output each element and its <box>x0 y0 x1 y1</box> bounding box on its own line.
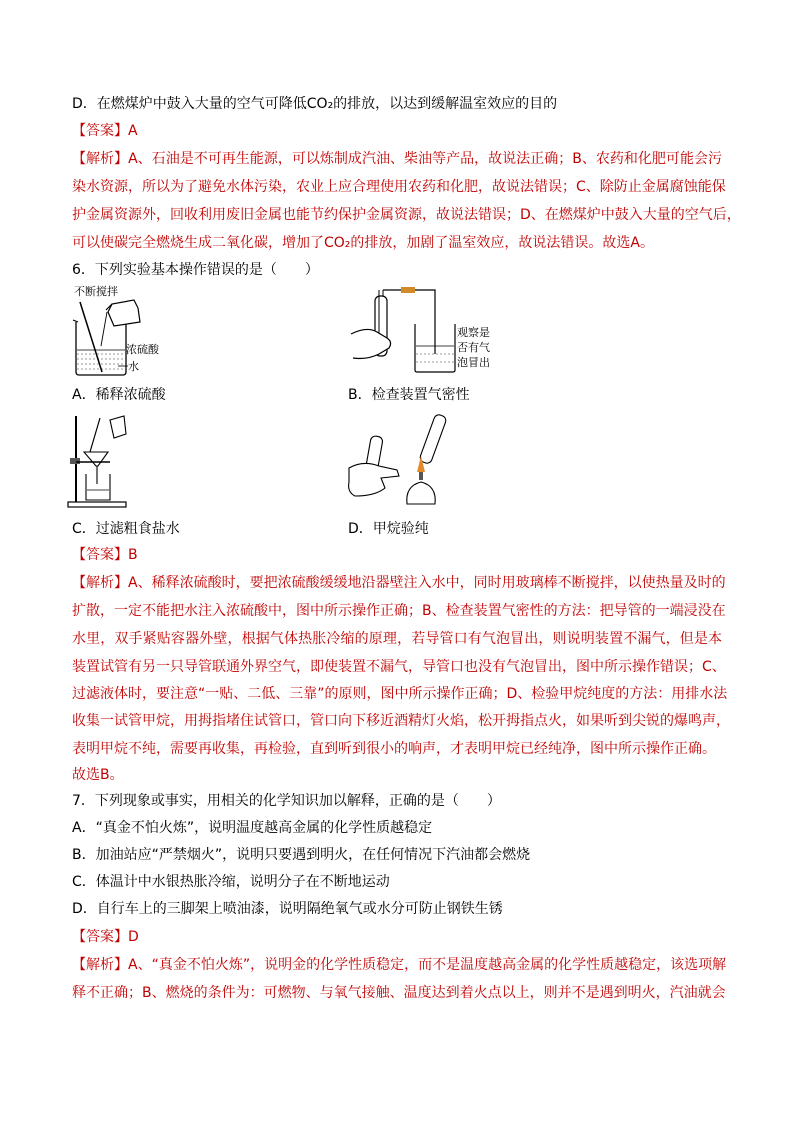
explanation-line: 【解析】A、稀释浓硫酸时，要把浓硫酸缓缓地沿器壁注入水中，同时用玻璃棒不断搅拌，以使热量及时的 <box>72 575 726 591</box>
explanation-line: 可以使碳完全燃烧生成二氧化碳，增加了CO₂的排放，加剧了温室效应，故说法错误。故选A。 <box>72 235 654 251</box>
label-water: 水 <box>128 360 139 373</box>
label-acid: 浓硫酸 <box>126 343 159 356</box>
label-observe-2: 否有气 <box>457 341 490 354</box>
label-stir: 不断搅拌 <box>74 285 118 298</box>
explanation-line: 【解析】A、“真金不怕火炼”，说明金的化学性质稳定，而不是温度越高金属的化学性质越稳定，该选项解 <box>72 957 727 973</box>
caption-b: B．检查装置气密性 <box>348 387 470 403</box>
explanation-line: 水里，双手紧贴容器外壁，根据气体热胀冷缩的原理，若导管口有气泡冒出，则说明装置不漏气，但是本 <box>72 631 722 647</box>
question-7: 7．下列现象或事实，用相关的化学知识加以解释，正确的是（ ） <box>72 793 501 809</box>
explanation-line: 故选B。 <box>72 767 124 783</box>
explanation-line: 过滤液体时，要注意“一贴、二低、三靠”的原则，图中所示操作正确；D、检验甲烷纯度的方法：用排水法 <box>72 686 728 702</box>
option-b: B．加油站应“严禁烟火”，说明只要遇到明火，在任何情况下汽油都会燃烧 <box>72 847 531 863</box>
explanation-line: 释不正确；B、燃烧的条件为：可燃物、与氧气接触、温度达到着火点以上，则并不是遇到明火，汽油就会 <box>72 985 726 1001</box>
explanation-line: 收集一试管甲烷，用拇指堵住试管口，管口向下移近酒精灯火焰，松开拇指点火，如果听到尖锐的爆鸣声， <box>72 713 730 729</box>
explanation-line: 表明甲烷不纯，需要再收集，再检验，直到听到很小的响声，才表明甲烷已经纯净，图中所示操作正确。 <box>72 741 716 757</box>
caption-d: D．甲烷验纯 <box>348 521 429 537</box>
explanation-line: 【解析】A、石油是不可再生能源，可以炼制成汽油、柴油等产品，故说法正确；B、农药和化肥可能会污 <box>72 151 722 167</box>
figure-b-airtightness <box>345 284 515 376</box>
label-observe-3: 泡冒出 <box>457 356 490 369</box>
question-6: 6．下列实验基本操作错误的是（ ） <box>72 262 319 278</box>
figure-d-methane-test <box>345 412 455 510</box>
label-observe-1: 观察是 <box>457 326 490 339</box>
option-d: D．自行车上的三脚架上喷油漆，说明隔绝氧气或水分可防止钢铁生锈 <box>72 901 503 917</box>
answer-label: 【答案】A <box>72 123 138 139</box>
caption-a: A．稀释浓硫酸 <box>72 387 166 403</box>
answer-label: 【答案】D <box>72 929 139 945</box>
explanation-line: 护金属资源外，回收利用废旧金属也能节约保护金属资源，故说法错误；D、在燃煤炉中鼓入大量的空气后， <box>72 207 741 223</box>
explanation-line: 装置试管有另一只导管联通外界空气，即使装置不漏气，导管口也没有气泡冒出，图中所示操作错误；C、 <box>72 659 726 675</box>
answer-label: 【答案】B <box>72 547 138 563</box>
option-d-text: D．在燃煤炉中鼓入大量的空气可降低CO₂的排放，以达到缓解温室效应的目的 <box>72 96 558 112</box>
explanation-line: 扩散，一定不能把水注入浓硫酸中，图中所示操作正确；B、检查装置气密性的方法：把导管的一端浸没在 <box>72 603 726 619</box>
figure-a-dilute-acid <box>68 282 208 378</box>
option-a: A．“真金不怕火炼”，说明温度越高金属的化学性质越稳定 <box>72 820 433 836</box>
figure-c-filtration <box>66 412 156 510</box>
caption-c: C．过滤粗食盐水 <box>72 521 180 537</box>
explanation-line: 染水资源，所以为了避免水体污染，农业上应合理使用农药和化肥，故说法错误；C、除防止金属腐蚀能保 <box>72 179 726 195</box>
option-c: C．体温计中水银热胀冷缩，说明分子在不断地运动 <box>72 874 390 890</box>
